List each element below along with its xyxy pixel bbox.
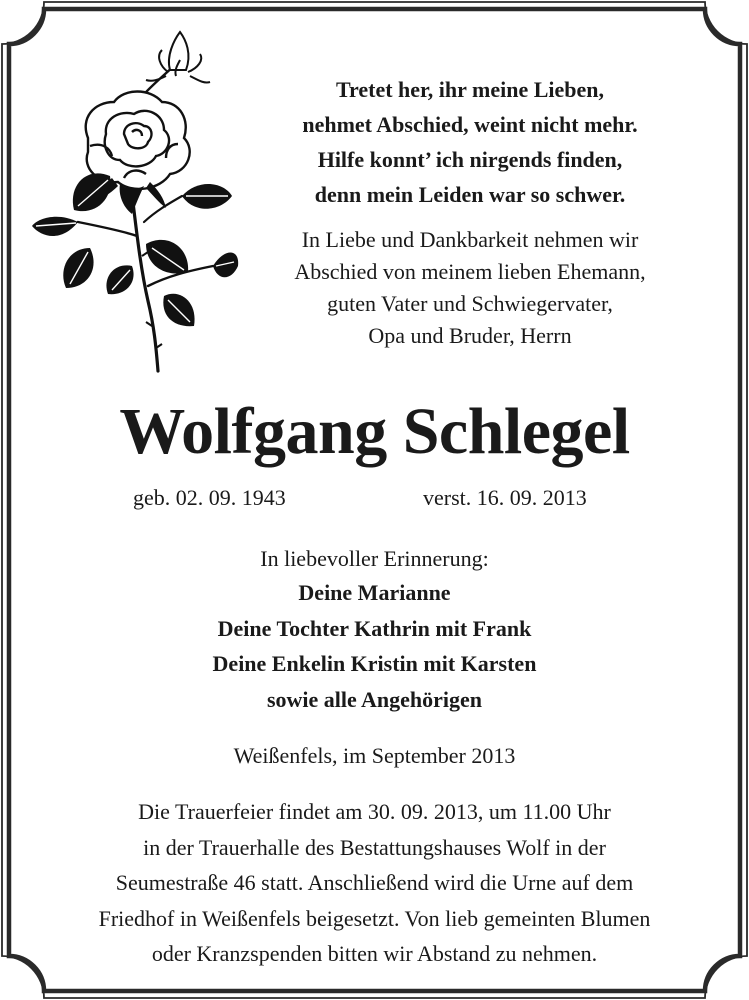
announcement-intro bbox=[250, 224, 690, 352]
memory-line: In liebevoller Erinnerung: bbox=[260, 546, 489, 571]
rose-icon bbox=[28, 26, 240, 376]
poem-line: Tretet her, ihr meine Lieben, bbox=[335, 77, 605, 102]
mourner: Deine Marianne bbox=[298, 580, 451, 605]
birth-date: geb. 02. 09. 1943 bbox=[133, 485, 286, 510]
poem-line: Hilfe konnt’ ich nirgends finden, bbox=[317, 147, 623, 172]
mourner: sowie alle Angehörigen bbox=[266, 686, 483, 712]
funeral-line: oder Kranzspenden bitten wir Abstand zu nehmen. bbox=[151, 941, 598, 966]
memorial-poem bbox=[250, 72, 690, 212]
intro-line: Opa und Bruder, Herrn bbox=[368, 323, 572, 348]
place-and-date: Weißenfels, im September 2013 bbox=[233, 743, 516, 768]
poem-line: denn mein Leiden war so schwer. bbox=[314, 182, 626, 207]
funeral-details bbox=[20, 794, 729, 972]
mourners-list bbox=[0, 575, 749, 717]
intro-line: guten Vater und Schwiegervater, bbox=[327, 291, 613, 316]
mourner: Deine Enkelin Kristin mit Karsten bbox=[212, 651, 537, 676]
funeral-line: in der Trauerhalle des Bestattungshauses Wolf in der bbox=[143, 834, 606, 860]
funeral-line: Friedhof in Weißenfels beigesetzt. Von lieb gemeinten Blumen bbox=[98, 905, 651, 931]
funeral-line: Seumestraße 46 statt. Anschließend wird die Urne auf dem bbox=[115, 870, 634, 895]
death-date: verst. 16. 09. 2013 bbox=[423, 485, 587, 510]
intro-line: Abschied von meinem lieben Ehemann, bbox=[294, 259, 646, 284]
intro-line: In Liebe und Dankbarkeit nehmen wir bbox=[301, 227, 639, 252]
mourner: Deine Tochter Kathrin mit Frank bbox=[217, 615, 532, 641]
deceased-name: Wolfgang Schlegel bbox=[119, 395, 630, 468]
poem-line: nehmet Abschied, weint nicht mehr. bbox=[302, 112, 638, 137]
funeral-line: Die Trauerfeier findet am 30. 09. 2013, um 11.00 Uhr bbox=[138, 799, 611, 824]
